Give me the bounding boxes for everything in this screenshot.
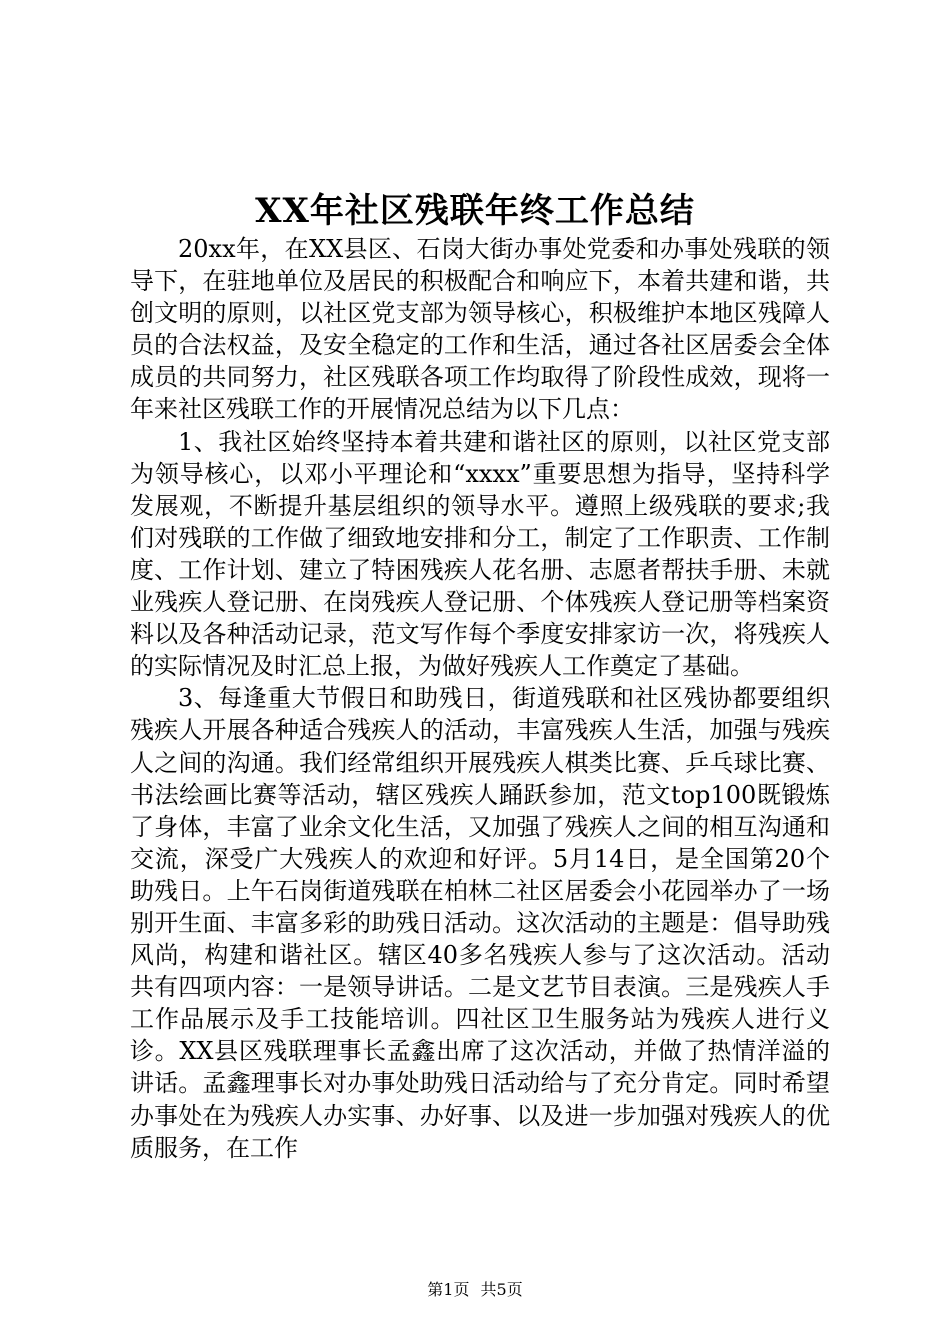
paragraph-item-3: 3、每逢重大节假日和助残日，街道残联和社区残协都要组织残疾人开展各种适合残疾人的活动，丰富残疾人生活，加强与残疾人之间的沟通。我们经常组织开展残疾人棋类比赛、乒乓球比赛、书法绘画比赛等活动，辖区残疾人踊跃参加，范文top100既锻炼了身体，丰富了业余文化生活，又加强了残疾人之间的相互沟通和交流，深受广大残疾人的欢迎和好评。5月14日，是全国第20个助残日。上午石岗街道残联在柏林二社区居委会小花园举办了一场别开生面、丰富多彩的助残日活动。这次活动的主题是：倡导助残风尚，构建和谐社区。辖区40多名残疾人参与了这次活动。活动共有四项内容：一是领导讲话。二是文艺节目表演。三是残疾人手工作品展示及手工技能培训。四社区卫生服务站为残疾人进行义诊。XX县区残联理事长孟鑫出席了这次活动，并做了热情洋溢的讲话。孟鑫理事长对办事处助残日活动给与了充分肯定。同时希望办事处在为残疾人办实事、办好事、以及进一步加强对残疾人的优质服务，在工作 xyxy=(130,684,830,1162)
page-total: 共5页 xyxy=(480,1280,523,1299)
paragraph-item-1: 1、我社区始终坚持本着共建和谐社区的原则，以社区党支部为领导核心，以邓小平理论和“xxxx”重要思想为指导，坚持科学发展观，不断提升基层组织的领导水平。遵照上级残联的要求;我们对残联的工作做了细致地安排和分工，制定了工作职责、工作制度、工作计划、建立了特困残疾人花名册、志愿者帮扶手册、未就业残疾人登记册、在岗残疾人登记册、个体残疾人登记册等档案资料以及各种活动记录，范文写作每个季度安排家访一次，将残疾人的实际情况及时汇总上报，为做好残疾人工作奠定了基础。 xyxy=(130,427,830,681)
document-title: XX年社区残联年终工作总结 xyxy=(255,191,695,231)
page-number: 第1页 xyxy=(427,1280,470,1299)
paragraph-intro: 20xx年，在XX县区、石岗大街办事处党委和办事处残联的领导下，在驻地单位及居民的积极配合和响应下，本着共建和谐，共创文明的原则，以社区党支部为领导核心，积极维护本地区残障人员的合法权益，及安全稳定的工作和生活，通过各社区居委会全体成员的共同努力，社区残联各项工作均取得了阶段性成效，现将一年来社区残联工作的开展情况总结为以下几点： xyxy=(130,235,830,424)
document-body xyxy=(130,233,830,1164)
page-footer xyxy=(0,1279,950,1301)
